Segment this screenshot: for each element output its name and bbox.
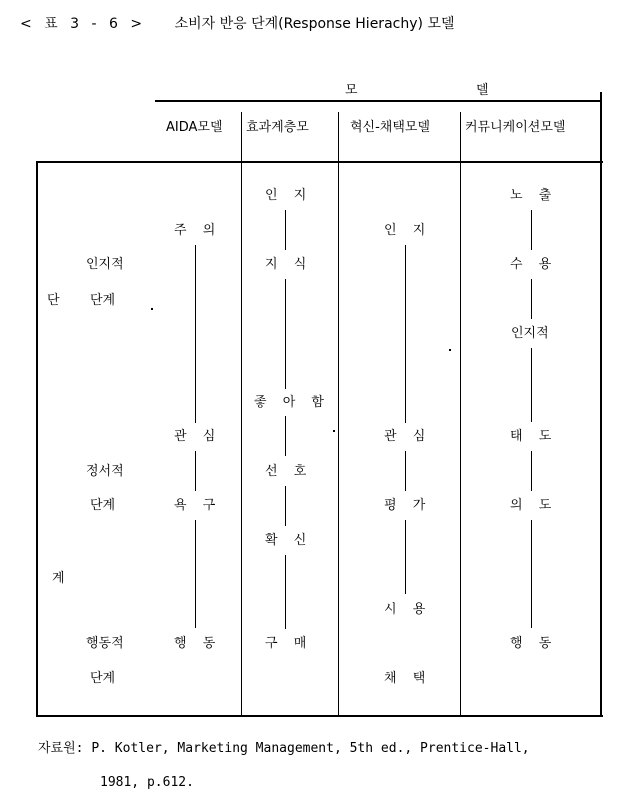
left-border bbox=[36, 161, 38, 716]
communication-behavior: 행 동 bbox=[510, 636, 558, 651]
innovation-adoption: 채 택 bbox=[384, 671, 432, 686]
table-title bbox=[20, 17, 454, 31]
aida-action: 행 동 bbox=[174, 636, 222, 651]
hierarchy-connector-4 bbox=[285, 486, 286, 526]
communication-connector-1 bbox=[531, 210, 532, 250]
communication-attitude: 태 도 bbox=[510, 429, 558, 444]
source-line-2: 1981, p.612. bbox=[100, 775, 194, 790]
communication-connector-2 bbox=[531, 279, 532, 319]
table-number: < 표 3 - 6 > bbox=[20, 16, 147, 32]
column-header-innovation: 혁신-채택모델 bbox=[350, 120, 431, 135]
aida-connector-2 bbox=[195, 451, 196, 491]
col-sep-1 bbox=[241, 112, 242, 716]
header-model-left: 모 bbox=[345, 83, 358, 98]
communication-cognitive: 인지적 bbox=[511, 326, 549, 341]
hierarchy-connector-2 bbox=[285, 279, 286, 389]
col-sep-2 bbox=[338, 112, 339, 716]
source-line-1: 자료원: P. Kotler, Marketing Management, 5th ed., Prentice-Hall, bbox=[38, 741, 530, 756]
aida-attention: 주 의 bbox=[174, 223, 222, 238]
aida-interest: 관 심 bbox=[174, 429, 222, 444]
hierarchy-knowledge: 지 식 bbox=[265, 257, 313, 272]
communication-connector-4 bbox=[531, 451, 532, 491]
column-header-aida: AIDA모델 bbox=[166, 120, 223, 135]
communication-exposure: 노 출 bbox=[510, 188, 558, 203]
communication-intention: 의 도 bbox=[510, 498, 558, 513]
hierarchy-connector-5 bbox=[285, 555, 286, 629]
scan-speck bbox=[151, 308, 153, 310]
innovation-interest: 관 심 bbox=[384, 429, 432, 444]
hierarchy-liking: 좋 아 함 bbox=[254, 395, 330, 410]
scan-speck bbox=[333, 430, 335, 432]
aida-connector-1 bbox=[195, 245, 196, 423]
innovation-connector-1 bbox=[405, 245, 406, 423]
hierarchy-connector-1 bbox=[285, 210, 286, 250]
stage-behavioral-line2: 단계 bbox=[90, 671, 116, 686]
innovation-connector-2 bbox=[405, 451, 406, 491]
innovation-trial: 시 용 bbox=[384, 602, 432, 617]
communication-reception: 수 용 bbox=[510, 257, 558, 272]
communication-connector-3 bbox=[531, 348, 532, 422]
stage-label-top: 단 bbox=[47, 293, 60, 308]
aida-desire: 욕 구 bbox=[174, 498, 222, 513]
right-border-top bbox=[600, 92, 602, 162]
table-title-text: 소비자 반응 단계(Response Hierachy) 모델 bbox=[174, 16, 455, 32]
header-model-right: 델 bbox=[476, 83, 489, 98]
hierarchy-connector-3 bbox=[285, 416, 286, 456]
hierarchy-purchase: 구 매 bbox=[265, 636, 313, 651]
scan-speck bbox=[449, 349, 451, 351]
communication-connector-5 bbox=[531, 520, 532, 628]
header-model-line bbox=[155, 100, 601, 102]
stage-label-bottom: 계 bbox=[52, 571, 65, 586]
right-border bbox=[600, 161, 602, 716]
stage-affective-line1: 정서적 bbox=[86, 464, 124, 479]
stage-behavioral-line1: 행동적 bbox=[86, 636, 124, 651]
innovation-evaluation: 평 가 bbox=[384, 498, 432, 513]
innovation-awareness: 인 지 bbox=[384, 223, 432, 238]
table-top-line bbox=[36, 161, 603, 163]
innovation-connector-3 bbox=[405, 520, 406, 594]
table-bottom-line bbox=[36, 715, 603, 717]
column-header-hierarchy: 효과계층모 bbox=[246, 120, 309, 135]
aida-connector-3 bbox=[195, 520, 196, 628]
hierarchy-preference: 선 호 bbox=[265, 464, 313, 479]
column-header-communication: 커뮤니케이션모델 bbox=[465, 120, 566, 135]
hierarchy-awareness: 인 지 bbox=[265, 188, 313, 203]
stage-cognitive-line2: 단계 bbox=[90, 293, 116, 308]
stage-affective-line2: 단계 bbox=[90, 498, 116, 513]
col-sep-3 bbox=[460, 112, 461, 716]
hierarchy-conviction: 확 신 bbox=[265, 533, 313, 548]
stage-cognitive-line1: 인지적 bbox=[86, 257, 124, 272]
